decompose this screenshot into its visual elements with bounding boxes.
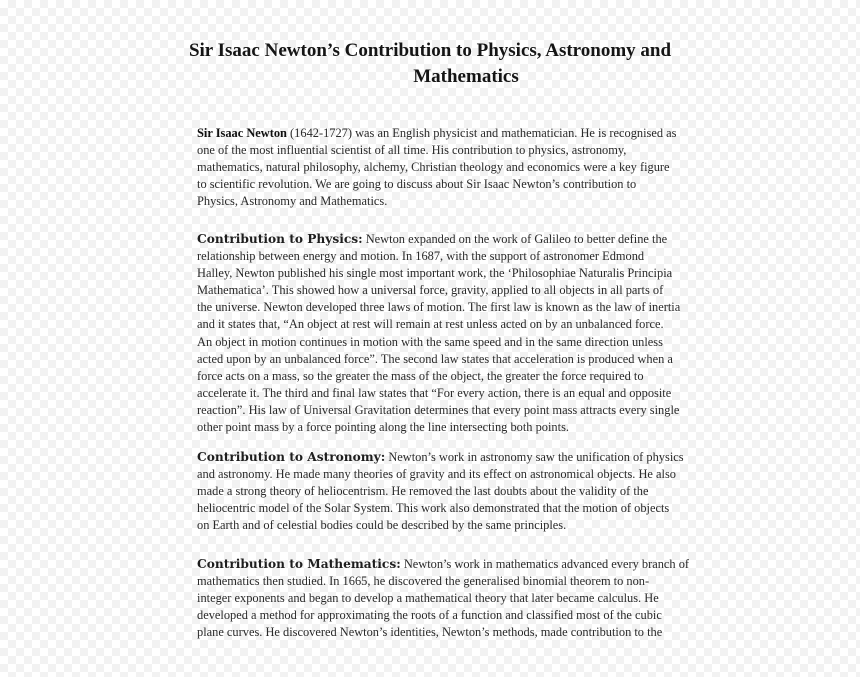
physics-paragraph [197,231,681,436]
astronomy-line: and astronomy. He made many theories of gravity and its effect on astronomical objects. He also [197,467,676,482]
physics-heading: Contribution to Physics: [197,232,363,246]
intro-line: mathematics, natural philosophy, alchemy, Christian theology and economics were a key figure [197,160,670,175]
intro-line: Physics, Astronomy and Mathematics. [197,194,388,209]
astronomy-heading: Contribution to Astronomy: [197,450,386,464]
mathematics-line: Contribution to Mathematics: Newton’s work in mathematics advanced every branch of [197,557,690,571]
intro-line: to scientific revolution. We are going to discuss about Sir Isaac Newton’s contribution to [197,177,637,192]
physics-line: accelerate it. The third and final law states that “For every action, there is an equal and opposite [197,385,672,400]
physics-line: other point mass by a force pointing along the line intersecting both points. [197,420,569,435]
physics-line: and it states that, “An object at rest will remain at rest unless acted on by an unbalanced force. [197,317,664,332]
astronomy-line: on Earth and of celestial bodies could be described by the same principles. [197,518,567,533]
physics-line: Contribution to Physics: Newton expanded on the work of Galileo to better define the [197,232,668,246]
astronomy-line: Contribution to Astronomy: Newton’s work in astronomy saw the unification of physics [197,450,684,464]
physics-line: force acts on a mass, so the greater the mass of the object, the greater the force required to [197,368,644,383]
mathematics-line: developed a method for approximating the roots of a function and classified most of the cubic [197,608,662,623]
physics-line: reaction”. His law of Universal Gravitation determines that every point mass attracts every single [197,402,680,417]
intro-line: one of the most influential scientist of all time. His contribution to physics, astronomy, [197,143,627,158]
physics-line: acted upon by an unbalanced force”. The second law states that acceleration is produced when a [197,351,673,366]
title-line-1: Sir Isaac Newton’s Contribution to Physics, Astronomy and [188,40,672,61]
physics-line: Halley, Newton published his single most important work, the ‘Philosophiae Naturalis Principia [197,266,673,281]
astronomy-line: heliocentric model of the Solar System. This work also demonstrated that the motion of objects [197,501,670,516]
mathematics-line: plane curves. He discovered Newton’s identities, Newton’s methods, made contribution to the [197,625,663,640]
astronomy-line: made a strong theory of heliocentrism. He removed the last doubts about the validity of the [197,484,649,499]
intro-name: Sir Isaac Newton [197,126,287,140]
physics-line: relationship between energy and motion. In 1687, with the support of astronomer Edmond [197,249,645,264]
mathematics-paragraph [197,556,690,641]
mathematics-line: mathematics then studied. In 1665, he discovered the generalised binomial theorem to non- [197,574,650,589]
astronomy-paragraph [197,449,684,534]
physics-line: An object in motion continues in motion with the same speed and in the same direction unless [197,334,663,349]
mathematics-line: integer exponents and began to develop a mathematical theory that later became calculus. He [197,591,659,606]
mathematics-heading: Contribution to Mathematics: [197,557,401,571]
document-title [0,38,860,90]
title-line-2: Mathematics [413,66,519,87]
intro-line: Sir Isaac Newton (1642-1727) was an English physicist and mathematician. He is recognised as [197,126,677,140]
physics-line: the universe. Newton developed three laws of motion. The first law is known as the law of inertia [197,300,681,315]
physics-line: Mathematica’. This showed how a universal force, gravity, applied to all objects in all parts of [197,283,664,298]
intro-paragraph [197,125,677,210]
